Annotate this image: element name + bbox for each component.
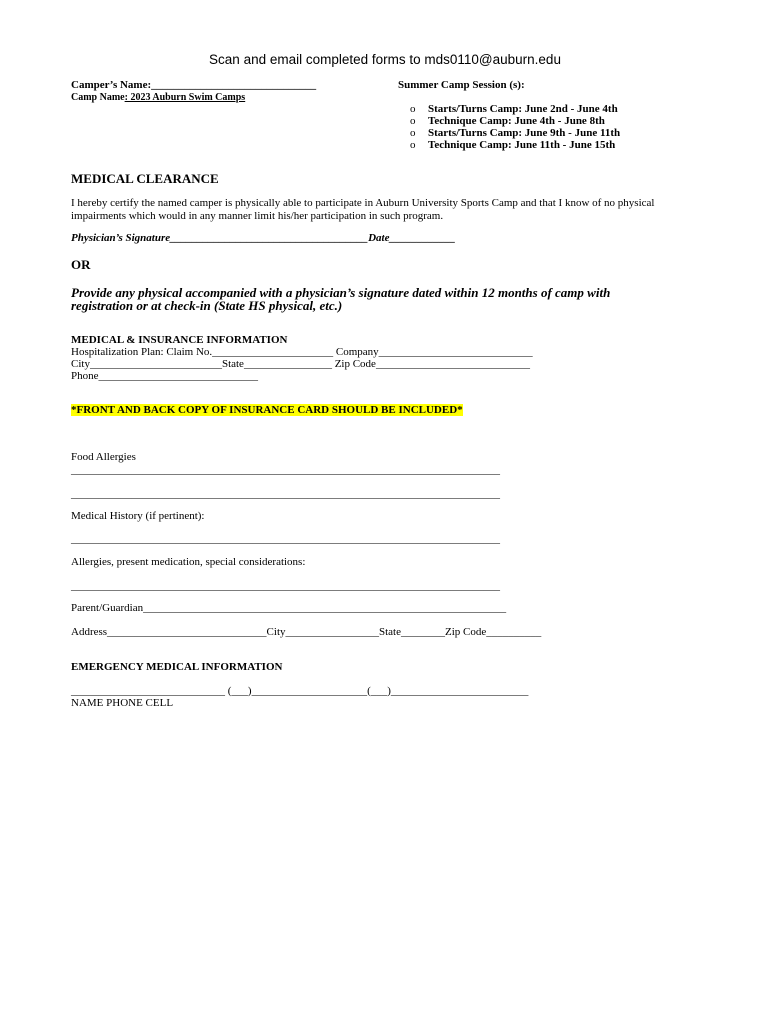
- session-label: Summer Camp Session (s):: [398, 79, 525, 91]
- session-option[interactable]: [410, 103, 618, 115]
- insurance-phone-field[interactable]: Phone_____________________________: [71, 370, 258, 382]
- session-option[interactable]: [410, 127, 620, 139]
- camp-name: [71, 92, 245, 103]
- checkbox-bullet-icon: o: [410, 115, 416, 127]
- insurance-city-state-zip-field[interactable]: City________________________State________________ Zip Code____________________________: [71, 358, 530, 370]
- session-option-label: Technique Camp: June 11th - June 15th: [428, 139, 616, 151]
- physician-signature-field[interactable]: Physician’s Signature____________________________________Date____________: [71, 232, 456, 244]
- session-option-label: Starts/Turns Camp: June 2nd - June 4th: [428, 103, 618, 115]
- food-allergies-line[interactable]: ______________________________________________________________________________: [71, 488, 500, 500]
- parent-guardian-field[interactable]: Parent/Guardian__________________________________________________________________: [71, 602, 507, 614]
- insurance-plan-company-field[interactable]: Hospitalization Plan: Claim No.______________________ Company____________________________: [71, 346, 533, 358]
- allergies-medication-label: Allergies, present medication, special considerations:: [71, 556, 306, 568]
- insurance-heading: MEDICAL & INSURANCE INFORMATION: [71, 334, 288, 346]
- certification-text: I hereby certify the named camper is physically able to participate in Auburn University Sports Camp and that I know of no physical impairments which would in any manner limit his/her participation in such program.: [71, 197, 655, 222]
- medical-clearance-heading: MEDICAL CLEARANCE: [71, 171, 219, 186]
- medical-history-line[interactable]: ______________________________________________________________________________: [71, 533, 500, 545]
- food-allergies-label: Food Allergies: [71, 451, 136, 463]
- or-separator: OR: [71, 257, 91, 272]
- emergency-contact-labels: NAME PHONE CELL: [71, 697, 174, 709]
- camp-name-value: : 2023 Auburn Swim Camps: [124, 92, 246, 103]
- food-allergies-line[interactable]: ______________________________________________________________________________: [71, 464, 500, 476]
- insurance-card-notice: *FRONT AND BACK COPY OF INSURANCE CARD SHOULD BE INCLUDED*: [71, 404, 463, 416]
- physical-alternative-line2: registration or at check-in (State HS physical, etc.): [71, 298, 343, 313]
- session-option-label: Technique Camp: June 4th - June 8th: [428, 115, 605, 127]
- camp-name-label: Camp Name: [71, 92, 125, 103]
- checkbox-bullet-icon: o: [410, 127, 416, 139]
- campers-name-line: ______________________________: [151, 79, 317, 91]
- allergies-medication-line[interactable]: ______________________________________________________________________________: [71, 580, 500, 592]
- campers-name-label: Camper’s Name:: [71, 79, 152, 91]
- email-instruction: Scan and email completed forms to mds0110@auburn.edu: [209, 52, 561, 67]
- address-field[interactable]: Address_____________________________City_________________State________Zip Code__________: [71, 626, 542, 638]
- campers-name-field[interactable]: [71, 79, 316, 91]
- session-option[interactable]: [410, 139, 615, 151]
- physical-alternative-line1: Provide any physical accompanied with a physician’s signature dated within 12 months of camp with: [71, 285, 611, 300]
- emergency-heading: EMERGENCY MEDICAL INFORMATION: [71, 661, 283, 673]
- session-option-label: Starts/Turns Camp: June 9th - June 11th: [428, 127, 621, 139]
- session-option[interactable]: [410, 115, 605, 127]
- checkbox-bullet-icon: o: [410, 139, 416, 151]
- emergency-contact-field[interactable]: ____________________________ (___)_____________________(___)_________________________: [71, 685, 529, 697]
- medical-history-label: Medical History (if pertinent):: [71, 510, 205, 522]
- checkbox-bullet-icon: o: [410, 103, 416, 115]
